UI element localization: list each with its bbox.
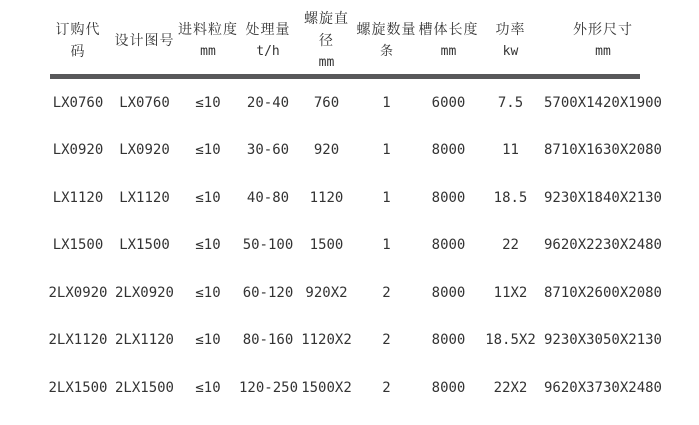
table-row (44, 174, 665, 222)
cell-order-code: 2LX1120 (48, 332, 108, 349)
col-header-design-drawing-no (112, 8, 177, 74)
col-header-label: 槽体长度 (418, 22, 479, 38)
cell-feed-size: ≤10 (195, 189, 221, 206)
col-header-unit: mm (200, 44, 216, 59)
cell-overall-dimensions: 8710X2600X2080 (543, 284, 662, 301)
cell-spiral-diameter: 920 (313, 142, 340, 159)
cell-order-code: LX1500 (52, 237, 104, 254)
col-header-spiral-count (356, 8, 417, 74)
col-header-unit: mm (595, 44, 611, 59)
cell-capacity: 20-40 (246, 94, 290, 111)
col-header-label: 外形尺寸 (573, 22, 633, 38)
cell-design-drawing-no: 2LX1120 (114, 332, 174, 349)
cell-design-drawing-no: 2LX1500 (114, 379, 174, 396)
cell-spiral-diameter: 920X2 (305, 284, 348, 301)
col-header-label: 处理量 (245, 22, 291, 38)
cell-power: 22 (502, 237, 519, 254)
table-row (44, 317, 665, 365)
cell-order-code: 2LX1500 (48, 379, 108, 396)
col-header-unit: t/h (256, 44, 280, 59)
col-header-unit: 条 (379, 44, 393, 59)
table-row (44, 269, 665, 317)
cell-feed-size: ≤10 (195, 284, 221, 301)
col-header-unit: kw (502, 44, 519, 59)
cell-capacity: 120-250 (239, 379, 299, 396)
cell-feed-size: ≤10 (195, 237, 221, 254)
cell-overall-dimensions: 8710X1630X2080 (543, 142, 662, 159)
cell-overall-dimensions: 9620X2230X2480 (543, 237, 662, 254)
cell-spiral-diameter: 1500X2 (301, 379, 352, 396)
cell-feed-size: ≤10 (195, 332, 221, 349)
cell-spiral-count: 1 (382, 142, 391, 159)
cell-trough-length: 8000 (431, 332, 466, 349)
cell-power: 18.5 (493, 189, 528, 206)
cell-spiral-count: 2 (382, 332, 391, 349)
col-header-label: 进料粒度 (178, 22, 238, 38)
cell-overall-dimensions: 5700X1420X1900 (543, 94, 662, 111)
cell-trough-length: 8000 (431, 237, 466, 254)
cell-capacity: 30-60 (246, 142, 290, 159)
table-row (44, 127, 665, 175)
cell-feed-size: ≤10 (195, 142, 221, 159)
cell-spiral-count: 1 (382, 237, 391, 254)
cell-overall-dimensions: 9230X1840X2130 (543, 189, 662, 206)
cell-design-drawing-no: LX0760 (119, 94, 170, 111)
col-header-label: 螺旋数量 (356, 22, 417, 38)
cell-power: 22X2 (493, 379, 528, 396)
cell-trough-length: 8000 (431, 284, 466, 301)
cell-spiral-diameter: 1500 (309, 237, 344, 254)
col-header-label: 功率 (495, 22, 526, 38)
cell-feed-size: ≤10 (195, 379, 221, 396)
table-row (44, 79, 665, 127)
cell-overall-dimensions: 9230X3050X2130 (543, 332, 662, 349)
cell-capacity: 50-100 (242, 237, 294, 254)
col-header-overall-dimensions (541, 8, 665, 74)
col-header-unit: mm (318, 55, 335, 70)
cell-trough-length: 8000 (431, 189, 466, 206)
table-row (44, 222, 665, 270)
col-header-label: 螺旋直径 (304, 11, 349, 49)
cell-order-code: LX0760 (52, 94, 104, 111)
col-header-order-code (44, 8, 112, 74)
col-header-unit: mm (440, 44, 457, 59)
cell-spiral-diameter: 1120 (309, 189, 344, 206)
cell-power: 7.5 (497, 94, 524, 111)
cell-feed-size: ≤10 (195, 94, 221, 111)
cell-power: 11 (502, 142, 519, 159)
cell-design-drawing-no: LX0920 (119, 142, 170, 159)
cell-design-drawing-no: LX1120 (119, 189, 170, 206)
cell-design-drawing-no: LX1500 (119, 237, 170, 254)
product-spec-table (44, 0, 665, 412)
cell-spiral-diameter: 760 (313, 94, 340, 111)
cell-trough-length: 8000 (431, 379, 466, 396)
col-header-power (480, 8, 541, 74)
cell-order-code: 2LX0920 (48, 284, 108, 301)
cell-capacity: 80-160 (242, 332, 294, 349)
col-header-feed-size (177, 8, 239, 74)
cell-spiral-diameter: 1120X2 (301, 332, 352, 349)
col-header-label: 设计图号 (114, 33, 175, 49)
cell-power: 11X2 (493, 284, 528, 301)
cell-spiral-count: 2 (382, 379, 391, 396)
table-header-row (44, 8, 665, 74)
cell-capacity: 40-80 (246, 189, 290, 206)
col-header-capacity (239, 8, 297, 74)
cell-order-code: LX0920 (52, 142, 104, 159)
cell-trough-length: 8000 (431, 142, 466, 159)
col-header-label: 订购代码 (55, 22, 101, 60)
table-row (44, 364, 665, 412)
cell-capacity: 60-120 (242, 284, 294, 301)
cell-trough-length: 6000 (431, 94, 466, 111)
col-header-spiral-diameter (297, 8, 356, 74)
cell-design-drawing-no: 2LX0920 (114, 284, 174, 301)
cell-spiral-count: 2 (382, 284, 391, 301)
cell-overall-dimensions: 9620X3730X2480 (543, 379, 662, 396)
cell-spiral-count: 1 (382, 94, 391, 111)
cell-power: 18.5X2 (485, 332, 536, 349)
col-header-trough-length (417, 8, 480, 74)
cell-spiral-count: 1 (382, 189, 391, 206)
cell-order-code: LX1120 (52, 189, 104, 206)
